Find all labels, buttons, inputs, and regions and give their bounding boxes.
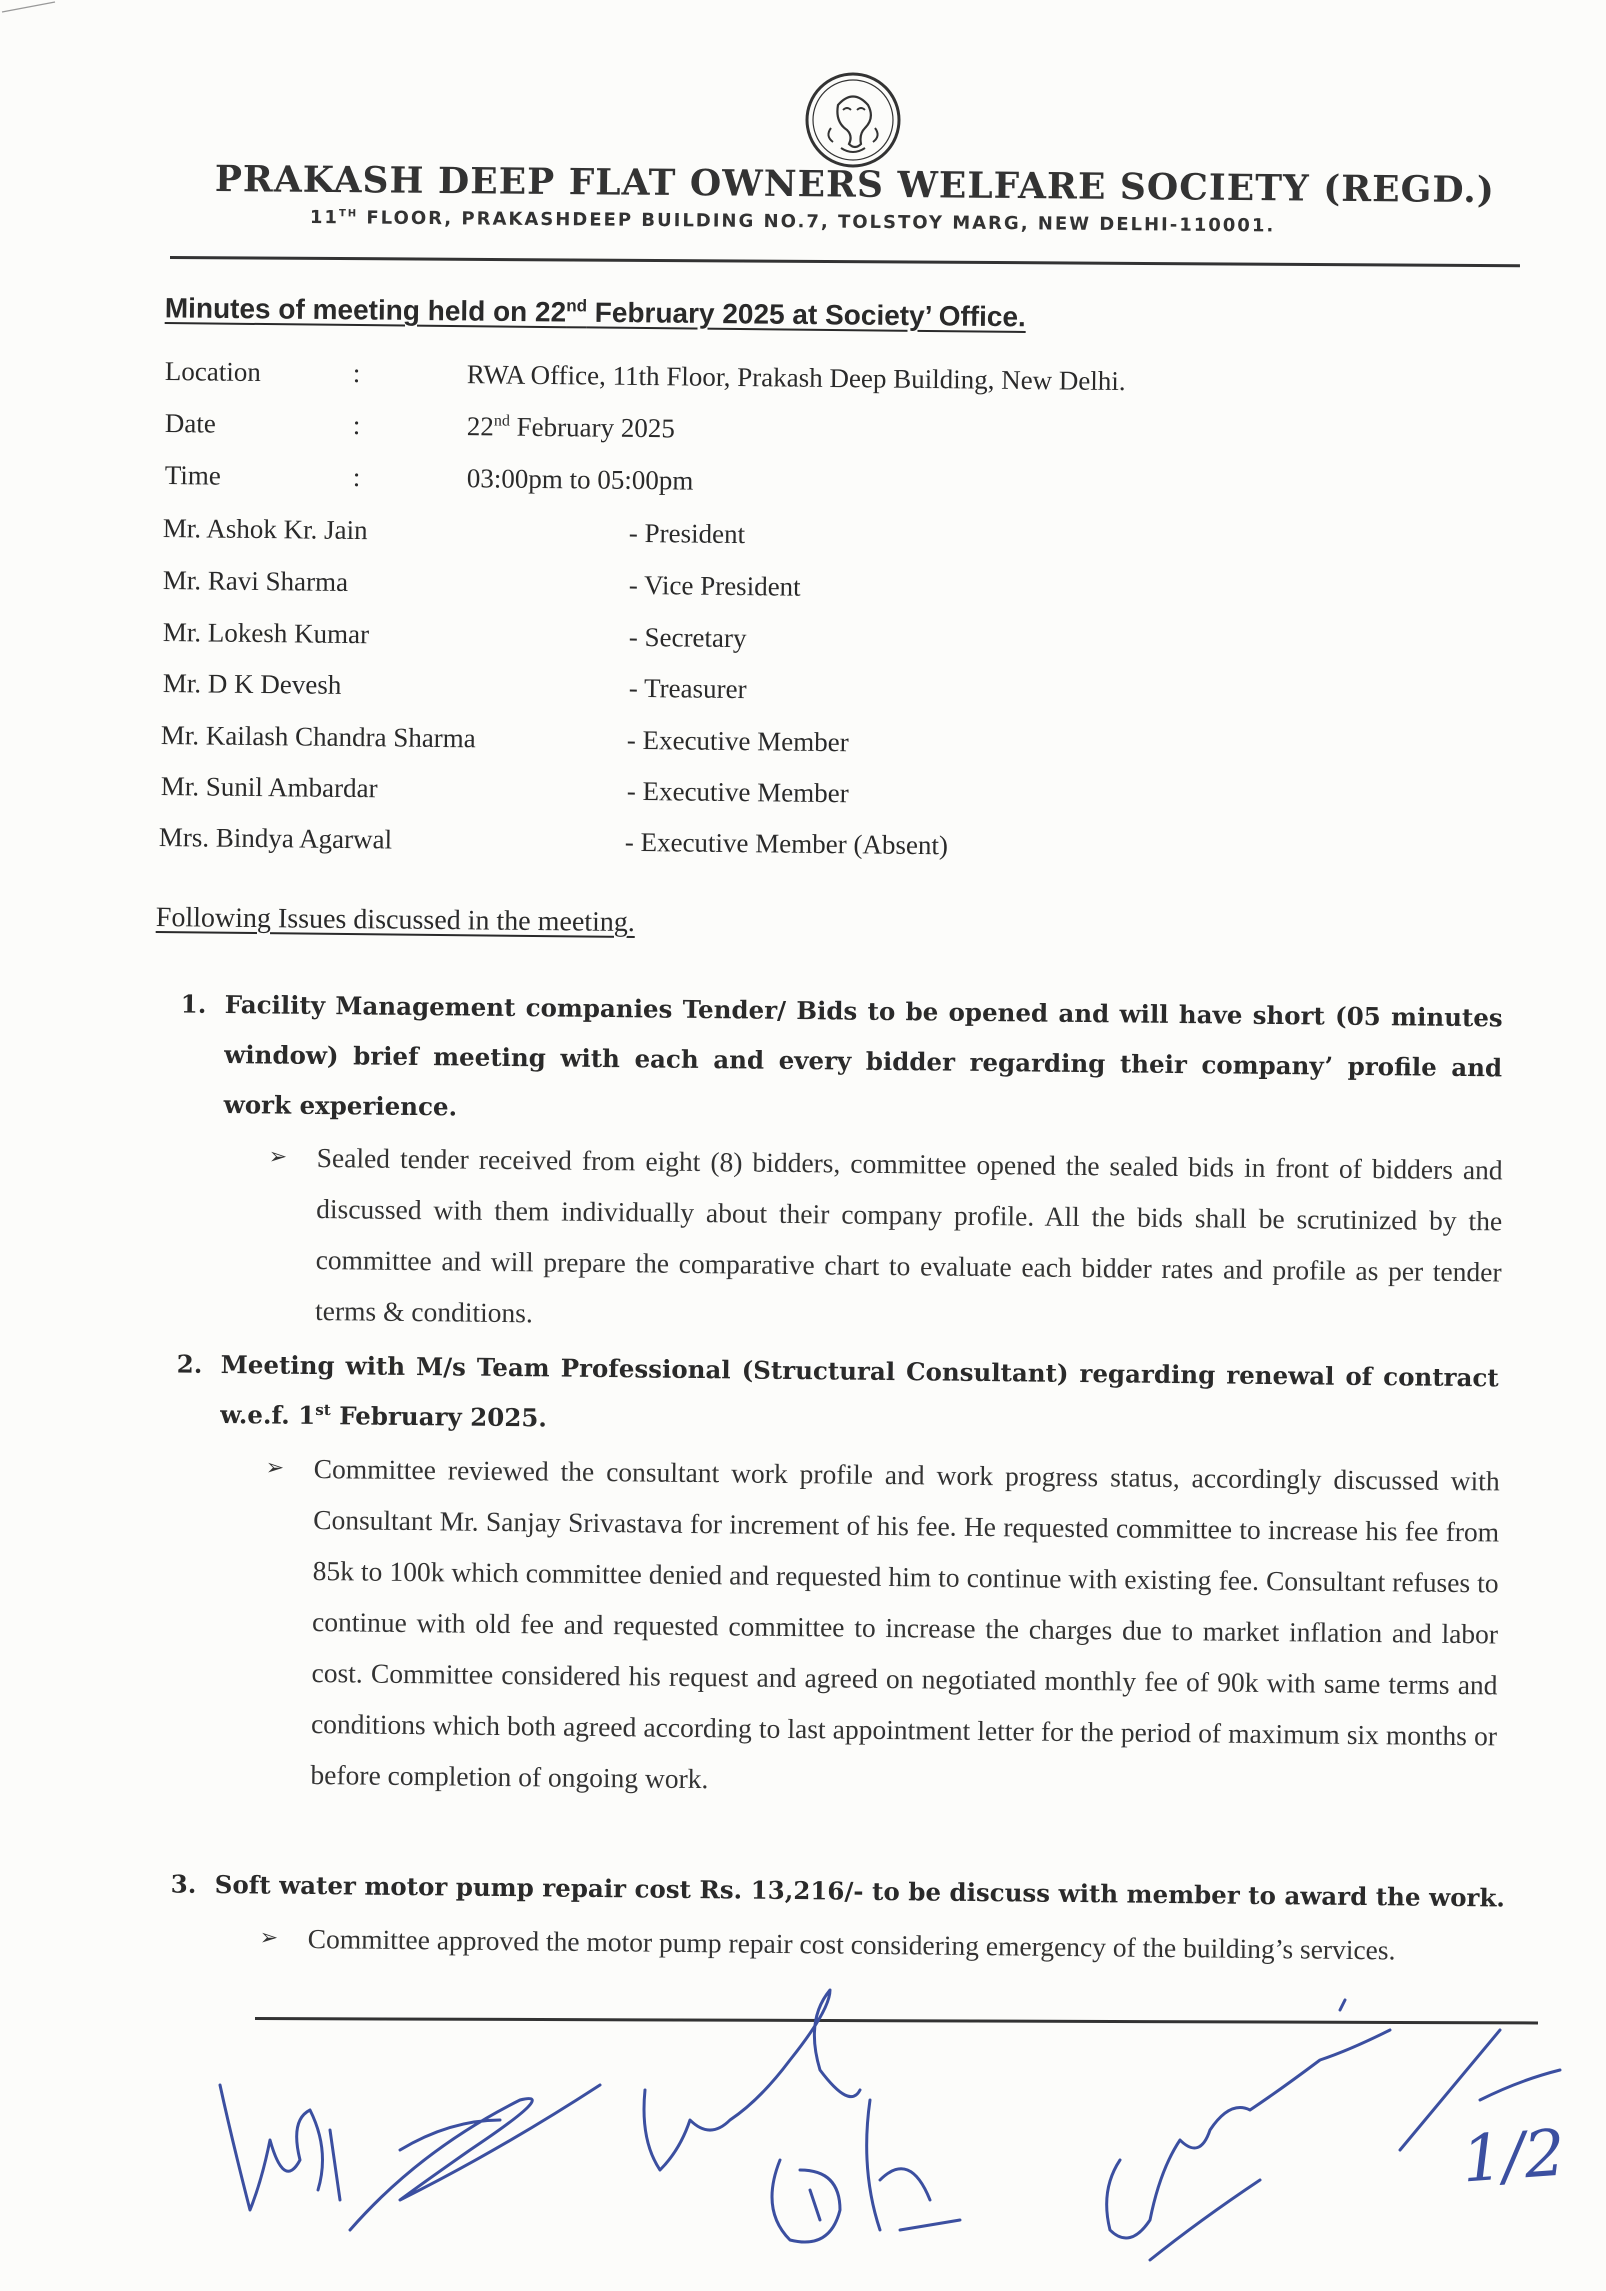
signature-2 — [350, 2085, 600, 2230]
detail-row-location — [164, 356, 1365, 397]
item-text: Facility Management companies Tender/ Bids to be opened and will have short (05 minutes window) brief meeting with each and every bidder regarding their company’ profile and work experience. — [223, 989, 1503, 1122]
member-row — [162, 668, 1163, 705]
member-name: Mr. Sunil Ambardar — [160, 771, 378, 804]
member-role: - Treasurer — [628, 672, 747, 705]
member-role: - Executive Member — [626, 775, 849, 809]
signature-5 — [1107, 2000, 1390, 2260]
arrow-bullet-icon: ➢ — [268, 1144, 288, 1170]
member-name: Mr. Kailash Chandra Sharma — [160, 720, 476, 754]
member-name: Mr. Ravi Sharma — [162, 565, 349, 597]
agenda-item-2 — [176, 1340, 1499, 1453]
minutes-title: Minutes of meeting held on 22nd February 2025 at Society’ Office. — [164, 292, 1026, 333]
detail-colon: : — [352, 357, 361, 389]
society-name: PRAKASH DEEP FLAT OWNERS WELFARE SOCIETY (REGD.) — [214, 158, 1496, 212]
member-name: Mr. Ashok Kr. Jain — [162, 513, 368, 546]
detail-row-time — [164, 460, 1365, 496]
item-2-resolution — [265, 1443, 1500, 1812]
item-1-resolution — [268, 1132, 1503, 1348]
resolution-text: Committee approved the motor pump repair cost considering emergency of the building’s services. — [307, 1922, 1396, 1966]
member-name: Mr. D K Devesh — [162, 668, 342, 700]
ganesha-emblem-icon — [803, 70, 903, 170]
item-number: 1. — [180, 989, 207, 1019]
signature-1 — [220, 2085, 340, 2210]
member-row — [160, 771, 1161, 809]
arrow-bullet-icon: ➢ — [265, 1455, 285, 1481]
signature-4 — [772, 2100, 960, 2242]
detail-colon: : — [352, 461, 361, 493]
member-row — [158, 822, 1159, 861]
arrow-bullet-icon: ➢ — [259, 1925, 279, 1951]
page-number: 1/2 — [1459, 2116, 1568, 2198]
member-role: - Vice President — [628, 569, 801, 602]
detail-row-date — [164, 408, 1365, 444]
detail-colon: : — [352, 409, 361, 441]
item-number: 2. — [176, 1349, 203, 1379]
item-text: Meeting with M/s Team Professional (Structural Consultant) regarding renewal of contract w.e.f. 1st February 2025. — [220, 1349, 1499, 1433]
member-name: Mrs. Bindya Agarwal — [158, 822, 393, 855]
agenda-item-1 — [180, 980, 1503, 1143]
member-name: Mr. Lokesh Kumar — [162, 617, 370, 650]
signature-3 — [644, 1990, 860, 2170]
member-row — [162, 565, 1163, 602]
scan-corner-mark — [0, 0, 60, 20]
resolution-text: Sealed tender received from eight (8) bidders, committee opened the sealed bids in front of bidders and discussed with them individually about their company profile. All the bids shall be scrutinized by the committee and will prepare the comparative chart to evaluate each bidder rates and profile as per tender terms & conditions. — [314, 1141, 1503, 1329]
member-role: - Secretary — [628, 621, 747, 654]
member-role: - Executive Member — [626, 724, 849, 758]
detail-value: RWA Office, 11th Floor, Prakash Deep Building, New Delhi. — [466, 359, 1126, 397]
member-row — [162, 513, 1163, 550]
detail-label: Time — [164, 460, 222, 491]
member-row — [160, 720, 1161, 758]
detail-value: 03:00pm to 05:00pm — [466, 463, 694, 496]
item-text: Soft water motor pump repair cost Rs. 13,216/- to be discuss with member to award the work. — [214, 1869, 1506, 1913]
detail-label: Date — [164, 408, 216, 439]
society-address: 11TH FLOOR, PRAKASHDEEP BUILDING NO.7, TOLSTOY MARG, NEW DELHI-110001. — [309, 207, 1276, 237]
member-role: - Executive Member (Absent) — [624, 826, 949, 861]
member-role: - President — [628, 517, 746, 550]
issues-heading: Following Issues discussed in the meeting. — [155, 902, 636, 939]
detail-value: 22nd February 2025 — [466, 411, 675, 444]
resolution-text: Committee reviewed the consultant work profile and work progress status, accordingly discussed with Consultant Mr. Sanjay Srivastava for increment of his fee. He requested committee to increase his fee from 85k to 100k which committee denied and requested him to continue with existing fee. Consultant refuses to continue with old fee and requested committee to increase the charges due to market inflation and labor cost. Committee considered his request and agreed on negotiated monthly fee of 90k with same terms and conditions which both agreed according to last appointment letter for the period of maximum six months or before completion of ongoing work. — [310, 1452, 1500, 1795]
member-row — [162, 617, 1163, 654]
letterhead-divider — [170, 256, 1520, 267]
signatures-area — [0, 1960, 1606, 2291]
item-number: 3. — [170, 1869, 197, 1899]
detail-label: Location — [164, 356, 261, 388]
